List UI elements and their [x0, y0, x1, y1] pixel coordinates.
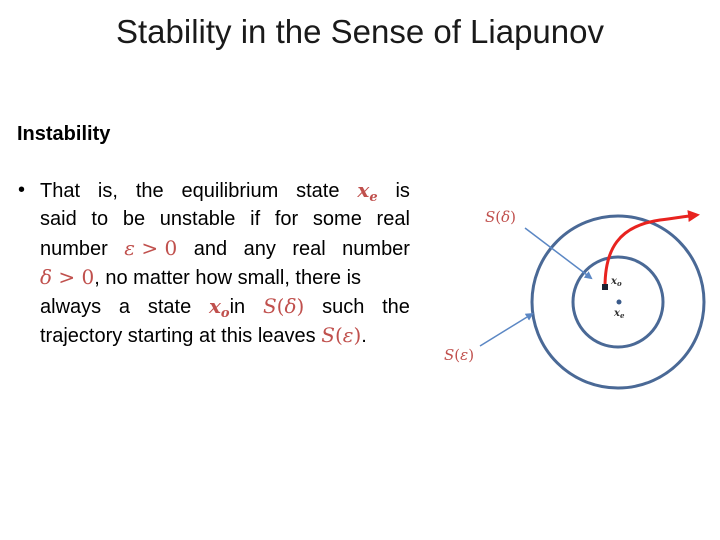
- math-paren: ): [468, 346, 475, 364]
- label-s-eps: [444, 346, 474, 364]
- section-heading: Instability: [17, 123, 111, 145]
- word: always: [40, 296, 102, 318]
- word: unstable: [159, 208, 236, 230]
- word: number: [40, 238, 108, 260]
- point-x-o: [602, 284, 608, 290]
- bullet-marker: •: [18, 179, 26, 201]
- word: to: [91, 208, 109, 230]
- word: number: [342, 238, 410, 260]
- word: in: [229, 296, 246, 318]
- math-epsilon: ε: [460, 346, 469, 364]
- math-paren: (: [495, 208, 502, 226]
- math-sub-e: e: [369, 190, 378, 205]
- math-s: S: [262, 294, 277, 318]
- word: That: [40, 180, 81, 202]
- word: such: [322, 296, 365, 318]
- word: state: [147, 296, 192, 318]
- word: state: [296, 180, 340, 202]
- word: real: [292, 238, 326, 260]
- math-s: S: [321, 323, 335, 347]
- label-x-o: [611, 277, 622, 287]
- math-x-base: x: [614, 308, 620, 319]
- word: be: [122, 208, 146, 230]
- math-paren: ): [510, 208, 517, 226]
- math-gt-zero: > 0: [135, 236, 178, 260]
- math-x-base: x: [357, 178, 370, 202]
- math-paren: ): [353, 323, 362, 347]
- pointer-arrow-s-delta: [525, 228, 591, 278]
- word: some: [312, 208, 362, 230]
- math-sub-o: o: [220, 306, 230, 321]
- label-s-delta: [485, 208, 516, 226]
- word: equilibrium: [181, 180, 279, 202]
- math-epsilon: ε: [124, 236, 136, 260]
- math-paren: ): [296, 294, 305, 318]
- slide-title: Stability in the Sense of Liapunov: [116, 13, 604, 50]
- word: any: [243, 238, 276, 260]
- math-epsilon: ε: [342, 323, 354, 347]
- label-x-e: [614, 309, 624, 319]
- word: the: [382, 296, 410, 318]
- math-paren: (: [334, 323, 343, 347]
- pointer-arrow-s-eps: [480, 314, 532, 346]
- math-paren: (: [276, 294, 285, 318]
- line-text: trajectory starting at this leaves: [40, 325, 322, 347]
- math-x-base: x: [208, 294, 221, 318]
- word: and: [193, 238, 228, 260]
- math-delta: δ: [40, 265, 53, 289]
- math-delta: δ: [284, 294, 297, 318]
- word: a: [118, 296, 131, 318]
- word: if: [250, 208, 261, 230]
- word: is,: [97, 180, 118, 202]
- math-sub-o: o: [616, 279, 622, 288]
- math-sub-e: e: [619, 311, 625, 320]
- point-x-e: [617, 300, 622, 305]
- word: for: [274, 208, 299, 230]
- math-s: S: [485, 208, 496, 226]
- math-x-base: x: [611, 276, 617, 287]
- period: .: [361, 325, 367, 347]
- math-gt-zero: > 0: [52, 265, 95, 289]
- math-delta: δ: [501, 208, 511, 226]
- word: is: [395, 180, 410, 202]
- word: said: [40, 208, 77, 230]
- math-s: S: [444, 346, 455, 364]
- math-paren: (: [454, 346, 461, 364]
- line-text: , no matter how small, there is: [94, 267, 362, 289]
- word: real: [376, 208, 410, 230]
- word: the: [135, 180, 164, 202]
